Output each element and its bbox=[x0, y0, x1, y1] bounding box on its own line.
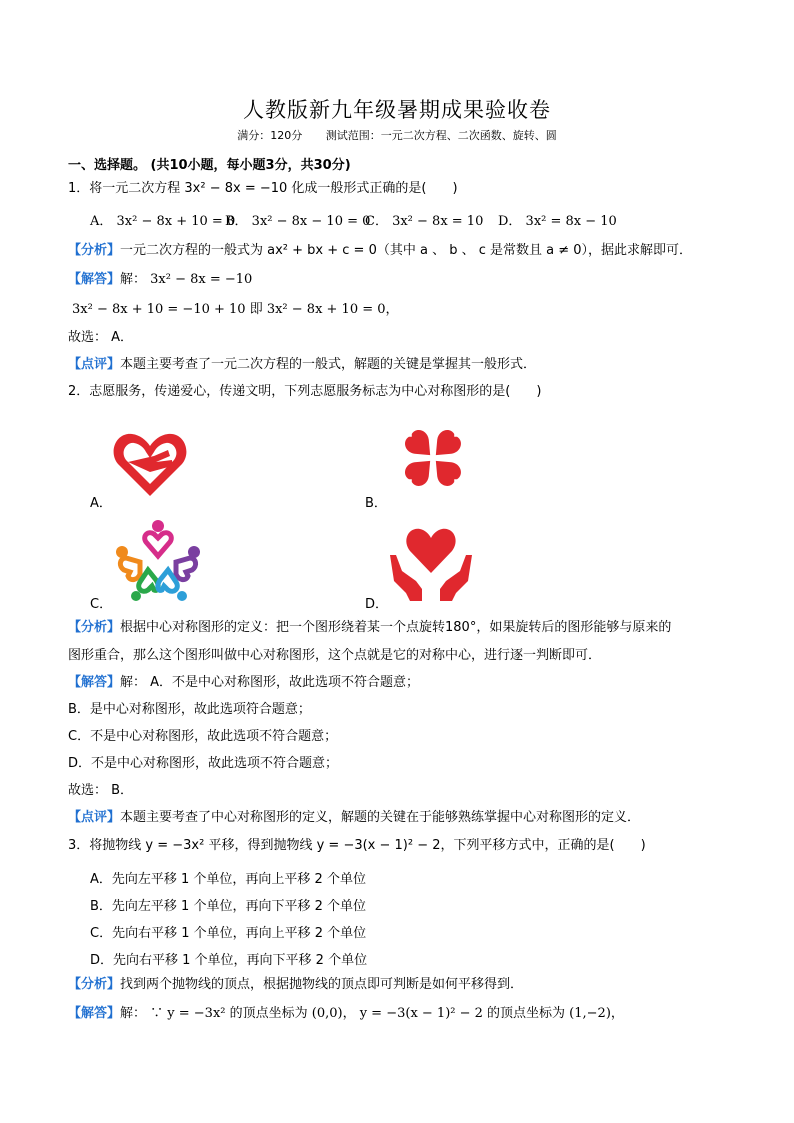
colorful-hearts-logo-c bbox=[112, 518, 204, 602]
q1-option-c: C． 3x² − 8x = 10 bbox=[365, 214, 484, 229]
q2-stem: 2．志愿服务，传递爱心，传递文明，下列志愿服务标志为中心对称图形的是( ) bbox=[68, 384, 542, 399]
subtitle bbox=[0, 127, 794, 143]
q2-answer-b: B．是中心对称图形，故此选项符合题意； bbox=[68, 702, 311, 717]
analysis-tag: 【分析】 bbox=[68, 620, 121, 635]
score-info: 满分：120分 bbox=[237, 129, 303, 142]
q2-label-b: B． bbox=[365, 496, 387, 511]
page-title: 人教版新九年级暑期成果验收卷 bbox=[243, 98, 551, 122]
comment-tag: 【点评】 bbox=[68, 357, 121, 372]
q2-answer: 【解答】解： A．不是中心对称图形，故此选项不符合题意； bbox=[68, 675, 420, 690]
q3-option-b: B．先向左平移 1 个单位，再向下平移 2 个单位 bbox=[90, 899, 366, 914]
q1-analysis: 【分析】一元二次方程的一般式为 ax² + bx + c = 0（其中 a 、 b 、 c 是常数且 a ≠ 0），据此求解即可． bbox=[68, 243, 693, 258]
q3-stem: 3．将抛物线 y = −3x² 平移，得到抛物线 y = −3(x − 1)² − 2，下列平移方式中，正确的是( ) bbox=[68, 838, 646, 853]
section-heading: 一、选择题。 (共10小题，每小题3分，共30分) bbox=[68, 158, 351, 173]
analysis-tag: 【分析】 bbox=[68, 977, 121, 992]
q2-label-c: C． bbox=[90, 597, 113, 612]
q1-stem: 1．将一元二次方程 3x² − 8x = −10 化成一般形式正确的是( ) bbox=[68, 181, 458, 196]
q2-answer-c: C．不是中心对称图形，故此选项不符合题意； bbox=[68, 729, 338, 744]
q1-option-d: D． 3x² = 8x − 10 bbox=[498, 214, 617, 229]
q2-comment: 【点评】本题主要考查了中心对称图形的定义，解题的关键在于能够熟练掌握中心对称图形的定义． bbox=[68, 810, 641, 825]
heart-hand-logo-a bbox=[110, 428, 190, 500]
q2-label-a: A． bbox=[90, 496, 112, 511]
comment-tag: 【点评】 bbox=[68, 810, 121, 825]
q3-option-c: C．先向右平移 1 个单位，再向上平移 2 个单位 bbox=[90, 926, 367, 941]
q1-option-a: A． 3x² − 8x + 10 = 0 bbox=[90, 214, 236, 229]
q2-label-d: D． bbox=[365, 597, 389, 612]
analysis-tag: 【分析】 bbox=[68, 243, 121, 258]
q1-comment: 【点评】本题主要考查了一元二次方程的一般式，解题的关键是掌握其一般形式． bbox=[68, 357, 537, 372]
scope-info: 测试范围：一元二次方程、二次函数、旋转、圆 bbox=[325, 129, 557, 142]
answer-tag: 【解答】 bbox=[68, 675, 121, 690]
q3-option-a: A．先向左平移 1 个单位，再向上平移 2 个单位 bbox=[90, 872, 366, 887]
four-hearts-logo-b bbox=[388, 413, 478, 503]
q3-analysis: 【分析】找到两个抛物线的顶点，根据抛物线的顶点即可判断是如何平移得到． bbox=[68, 977, 524, 992]
answer-tag: 【解答】 bbox=[68, 1006, 121, 1021]
hands-heart-logo-d bbox=[388, 525, 474, 603]
q3-option-d: D．先向右平移 1 个单位，再向下平移 2 个单位 bbox=[90, 953, 368, 968]
q2-analysis: 【分析】根据中心对称图形的定义：把一个图形绕着某一个点旋转180°，如果旋转后的图形能够与原来的 bbox=[68, 620, 672, 635]
q1-choose: 故选： A． bbox=[68, 330, 134, 345]
q1-answer: 【解答】解： 3x² − 8x = −10 bbox=[68, 272, 253, 287]
q1-answer-step: 3x² − 8x + 10 = −10 + 10 即 3x² − 8x + 10 = 0， bbox=[72, 302, 399, 317]
q2-answer-d: D．不是中心对称图形，故此选项不符合题意； bbox=[68, 756, 339, 771]
q2-analysis-cont: 图形重合，那么这个图形叫做中心对称图形，这个点就是它的对称中心，进行逐一判断即可． bbox=[68, 648, 602, 663]
answer-tag: 【解答】 bbox=[68, 272, 121, 287]
q1-option-b: B． 3x² − 8x − 10 = 0 bbox=[225, 214, 371, 229]
q3-answer: 【解答】解： ∵ y = −3x² 的顶点坐标为 (0,0)， y = −3(x − 1)² − 2 的顶点坐标为 (1,−2)， bbox=[68, 1006, 624, 1021]
q2-choose: 故选： B． bbox=[68, 783, 134, 798]
